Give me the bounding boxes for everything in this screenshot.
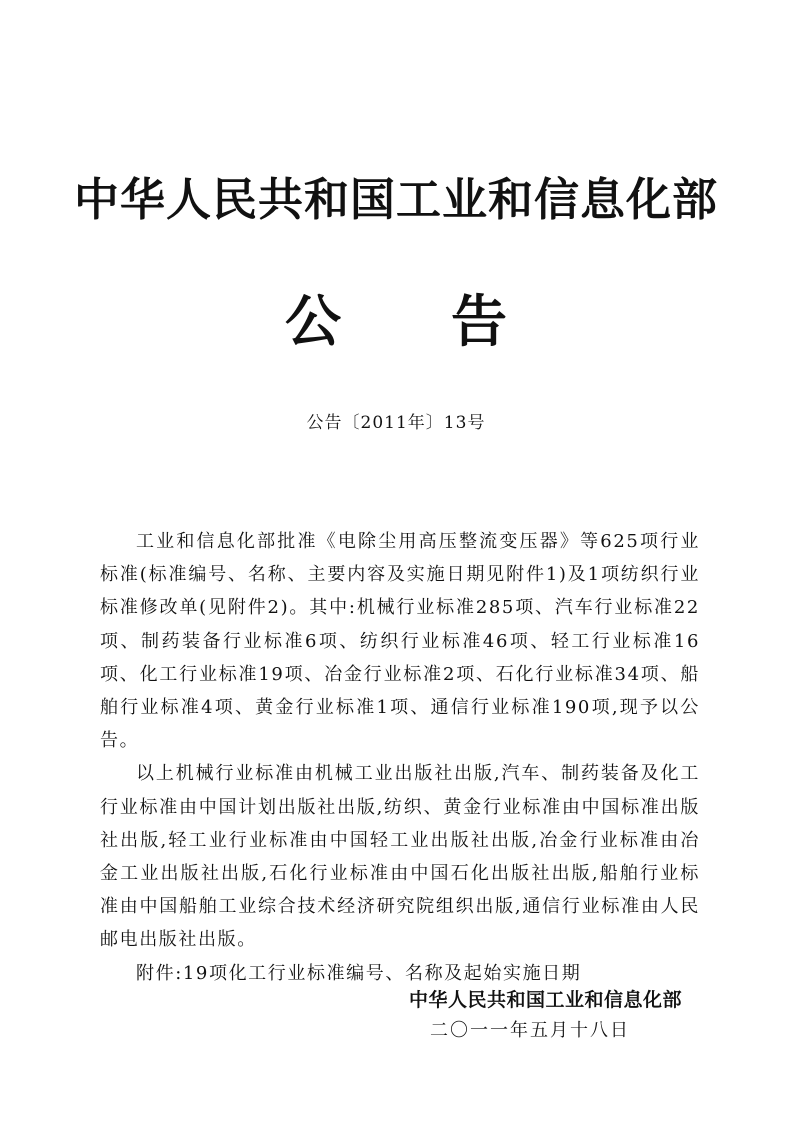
notice-body [100,525,700,990]
notice-title [0,287,792,357]
signature-date: 二〇一一年五月十八日 [430,1020,630,1041]
document-number: 公告〔2011年〕13号 [306,413,486,433]
body-paragraph-1: 工业和信息化部批准《电除尘用高压整流变压器》等625项行业标准(标准编号、名称、主要内容及实施日期见附件1)及1项纺织行业标准修改单(见附件2)。其中:机械行业标准285项、汽车行业标准22项、制药装备行业标准6项、纺织行业标准46项、轻工行业标准16项、化工行业标准19项、冶金行业标准2项、石化行业标准34项、船舶行业标准4项、黄金行业标准1项、通信行业标准190项,现予以公告。 [100,531,700,752]
notice-title-char-2: 告 [451,289,507,355]
issuer-heading: 中华人民共和国工业和信息化部 [73,173,718,226]
body-paragraph-2: 以上机械行业标准由机械工业出版社出版,汽车、制药装备及化工行业标准由中国计划出版社出版,纺织、黄金行业标准由中国标准出版社出版,轻工业行业标准由中国轻工业出版社出版,冶金行业标准由冶金工业出版社出版,石化行业标准由中国石化出版社出版,船舶行业标准由中国船舶工业综合技术经济研究院组织出版,通信行业标准由人民邮电出版社出版。 [100,763,700,951]
attachment-line: 附件:19项化工行业标准编号、名称及起始实施日期 [136,962,582,984]
signature-organization: 中华人民共和国工业和信息化部 [408,989,682,1011]
signature-block [310,985,710,1047]
notice-title-char-1: 公 [285,289,341,355]
